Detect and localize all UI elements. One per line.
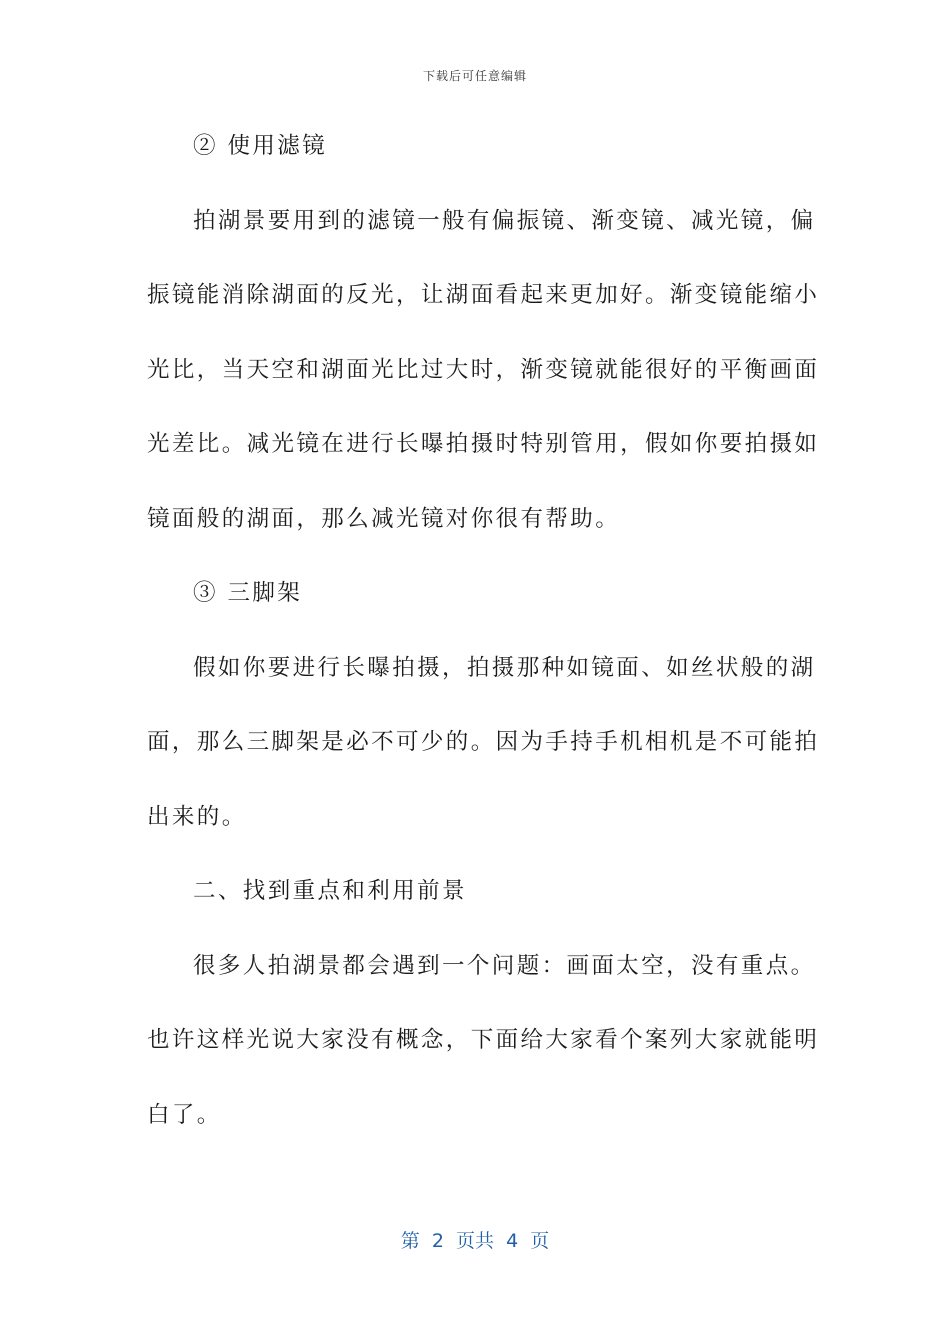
- subheading-filters: ② 使用滤镜: [193, 133, 328, 159]
- paragraph-line: 白了。: [147, 1101, 222, 1128]
- paragraph-line: 拍湖景要用到的滤镜一般有偏振镜、渐变镜、减光镜，偏: [193, 207, 816, 234]
- paragraph-line: 很多人拍湖景都会遇到一个问题：画面太空，没有重点。: [193, 952, 816, 979]
- section-heading: 二、找到重点和利用前景: [193, 878, 467, 904]
- header-note: 下载后可任意编辑: [422, 69, 527, 83]
- paragraph-line: 振镜能消除湖面的反光，让湖面看起来更加好。渐变镜能缩小: [147, 282, 820, 308]
- page-indicator: 第 2 页共 4 页: [400, 1230, 550, 1252]
- subheading-tripod: ③ 三脚架: [193, 580, 303, 606]
- paragraph-line: 也许这样光说大家没有概念，下面给大家看个案列大家就能明: [147, 1027, 820, 1053]
- paragraph-line: 出来的。: [147, 803, 247, 830]
- paragraph-line: 假如你要进行长曝拍摄，拍摄那种如镜面、如丝状般的湖: [193, 654, 816, 681]
- paragraph-line: 光比，当天空和湖面光比过大时，渐变镜就能很好的平衡画面: [147, 356, 820, 383]
- paragraph-line: 镜面般的湖面，那么减光镜对你很有帮助。: [147, 505, 621, 532]
- paragraph-line: 面，那么三脚架是必不可少的。因为手持手机相机是不可能拍: [147, 729, 820, 755]
- paragraph-line: 光差比。减光镜在进行长曝拍摄时特别管用，假如你要拍摄如: [147, 431, 820, 457]
- document-body: [147, 122, 820, 1165]
